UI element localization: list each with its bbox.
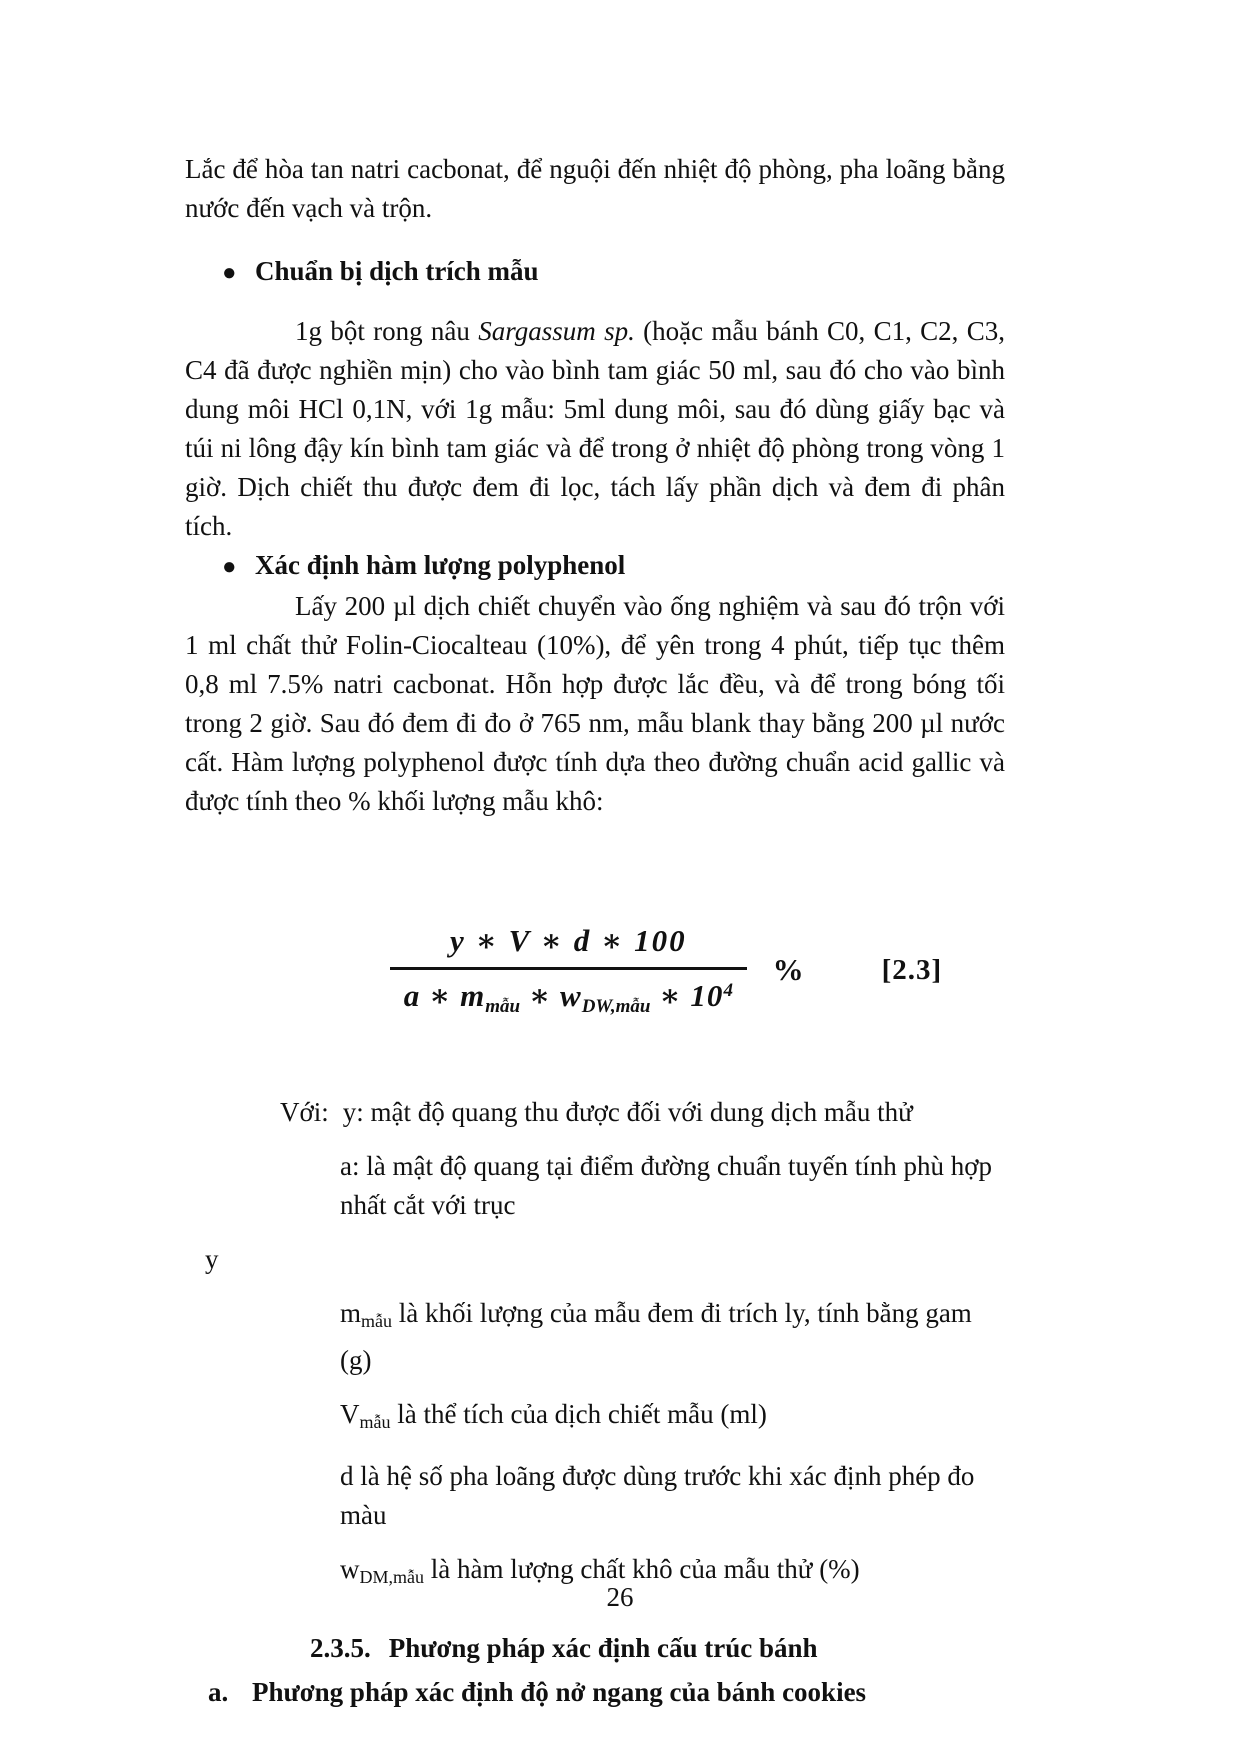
definition-v-text: là thể tích của dịch chiết mẫu (ml) [390,1399,767,1429]
v-symbol: V [340,1399,360,1429]
formula-denominator [390,967,747,1018]
with-label: Với: [280,1097,329,1127]
definition-d-text: d là hệ số pha loãng được dùng trước khi xác định phép đo màu [340,1461,975,1530]
definition-y-text: y: mật độ quang thu được đối với dung dịch mẫu thử [342,1097,913,1127]
formula-equation-number: [2.3] [881,953,943,986]
definition-m [340,1294,1005,1380]
definition-d [340,1457,1005,1535]
definition-v [340,1395,1005,1442]
den-part-1: a ∗ m [403,977,486,1013]
bullet-heading-polyphenol-label: Xác định hàm lượng polyphenol [255,550,626,580]
extraction-text-after: (hoặc mẫu bánh C0, C1, C2, C3, C4 đã được nghiền mịn) cho vào bình tam giác 50 ml, sau đó cho vào bình dung môi HCl 0,1N, với 1g mẫu: 5ml dung môi, sau đó dùng giấy bạc và túi ni lông đậy kín bình tam giác và để trong ở nhiệt độ phòng trong vòng 1 giờ. Dịch chiết thu được đem đi lọc, tách lấy phần dịch và đem đi phân tích. [185,316,1005,541]
formula-2-3 [390,905,1005,1035]
bullet-heading-sample-prep-label: Chuẩn bị dịch trích mẫu [255,256,539,286]
formula-percent-sign: % [772,952,804,987]
page-number: 26 [606,1582,634,1612]
den-subscript-1: mẫu [485,995,521,1017]
definition-a-wrap-y [205,1240,1005,1279]
formula-fraction [390,923,747,1018]
bullet-heading-polyphenol [222,546,1005,587]
paragraph-intro-text: Lắc để hòa tan natri cacbonat, để nguội đến nhiệt độ phòng, pha loãng bằng nước đến vạch và trộn. [185,154,1005,223]
section-title: Phương pháp xác định cấu trúc bánh [388,1633,818,1663]
orphan-y-text: y [205,1244,219,1274]
den-part-2: ∗ w [520,977,582,1013]
paragraph-intro [185,150,1005,228]
subsection-title: Phương pháp xác định độ nở ngang của bánh cookies [252,1677,867,1707]
den-part-3: ∗ 10 [650,977,724,1013]
m-symbol: m [340,1298,362,1328]
w-subscript: DM,mẫu [359,1567,424,1587]
bullet-icon: ● [222,260,237,286]
paragraph-polyphenol-method [185,587,1005,821]
den-subscript-2: DW,mẫu [581,995,651,1017]
variable-definitions [185,1093,1005,1597]
bullet-icon: ● [222,554,237,580]
v-subscript: mẫu [359,1412,391,1432]
subsection-heading-a [208,1673,1005,1712]
polyphenol-method-text: Lấy 200 µl dịch chiết chuyển vào ống nghiệm và sau đó trộn với 1 ml chất thử Folin-Ciocalteau (10%), để yên trong 4 phút, tiếp tục thêm 0,8 ml 7.5% natri cacbonat. Hỗn hợp được lắc đều, và để trong bóng tối trong 2 giờ. Sau đó đem đi đo ở 765 nm, mẫu blank thay bằng 200 µl nước cất. Hàm lượng polyphenol được tính dựa theo đường chuẩn acid gallic và được tính theo % khối lượng mẫu khô: [185,591,1005,816]
definition-a-text: a: là mật độ quang tại điểm đường chuẩn tuyến tính phù hợp nhất cắt với trục [340,1151,993,1220]
m-subscript: mẫu [361,1311,393,1331]
definition-a [340,1147,1005,1225]
definition-w-text: là hàm lượng chất khô của mẫu thử (%) [424,1554,860,1584]
section-number: 2.3.5. [310,1633,371,1663]
den-exponent: 4 [723,979,733,1001]
formula-numerator: y ∗ V ∗ d ∗ 100 [450,922,687,958]
definition-m-text: là khối lượng của mẫu đem đi trích ly, tính bằng gam (g) [340,1298,972,1375]
extraction-text-before: 1g bột rong nâu [295,316,479,346]
definition-y [280,1093,1005,1132]
section-heading-2-3-5 [310,1629,1005,1668]
bullet-heading-sample-prep [222,252,1005,293]
species-name-italic: Sargassum sp. [478,316,635,346]
subsection-letter: a. [208,1677,229,1707]
w-symbol: w [340,1554,360,1584]
paragraph-extraction [185,312,1005,546]
